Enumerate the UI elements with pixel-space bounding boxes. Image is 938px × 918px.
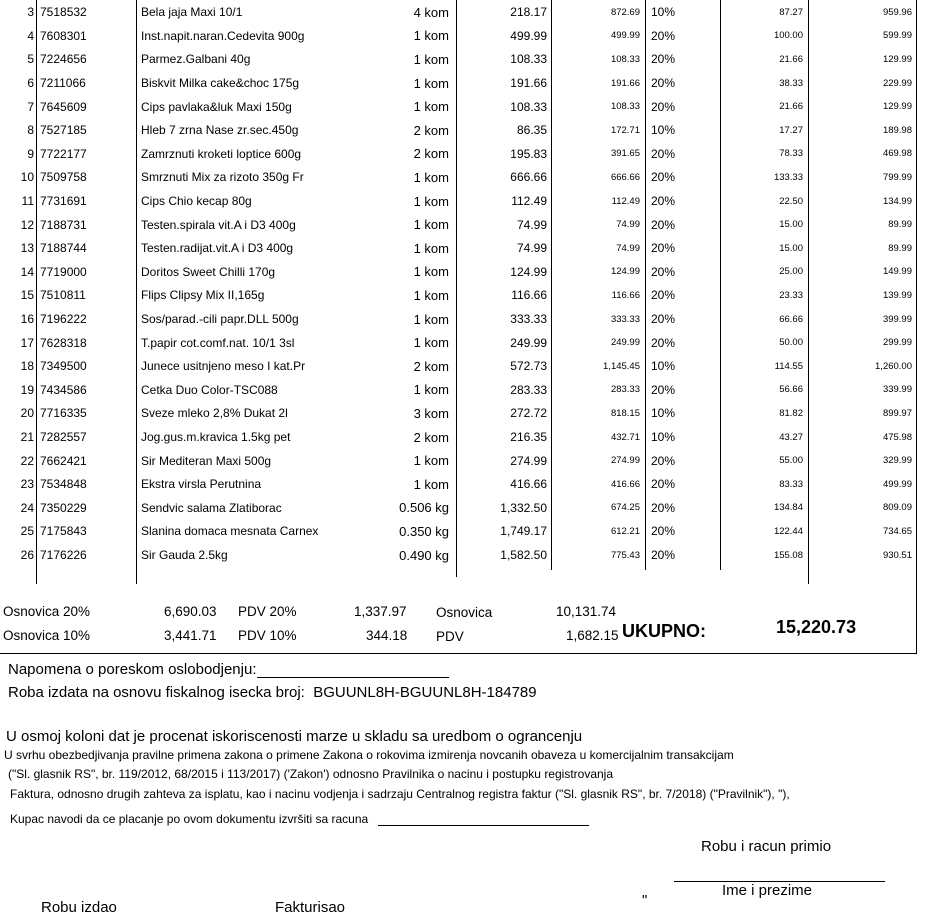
item-name: Sveze mleko 2,8% Dukat 2l <box>141 406 288 421</box>
vat-rate: 10% <box>651 430 676 445</box>
legal-text-2: ("Sl. glasnik RS", br. 119/2012, 68/2015 i 113/2017) ('Zakon') odnosno Pravilnika o nacinu i postupku registrovanja <box>8 767 614 781</box>
primio-label: Robu i racun primio <box>701 838 832 855</box>
item-code: 7175843 <box>40 524 87 539</box>
item-code: 7282557 <box>40 430 87 445</box>
table-row <box>0 543 916 567</box>
line-amount: 818.15 <box>610 407 640 419</box>
vat-rate: 10% <box>651 406 676 421</box>
pdv-20-label: PDV 20% <box>238 604 297 619</box>
row-number: 22 <box>20 453 34 468</box>
item-quantity: 1 kom <box>413 217 449 233</box>
vat-amount: 17.27 <box>779 124 803 136</box>
line-total: 959.96 <box>882 6 912 18</box>
line-amount: 116.66 <box>611 289 640 301</box>
vat-rate: 10% <box>651 123 676 138</box>
item-name: Sir Gauda 2.5kg <box>141 548 228 563</box>
item-code: 7349500 <box>40 359 87 374</box>
item-quantity: 1 kom <box>413 75 449 91</box>
line-amount: 112.49 <box>611 195 640 207</box>
unit-price: 116.66 <box>511 288 547 303</box>
table-row <box>0 166 916 190</box>
line-total: 799.99 <box>882 171 912 183</box>
vat-rate: 20% <box>651 76 676 91</box>
item-code: 7434586 <box>40 382 87 397</box>
unit-price: 74.99 <box>516 241 547 256</box>
item-name: Ekstra virsla Perutnina <box>141 477 262 492</box>
item-quantity: 1 kom <box>413 99 449 115</box>
unit-price: 666.66 <box>510 170 547 185</box>
vat-amount: 100.00 <box>773 30 803 42</box>
line-amount: 499.99 <box>610 30 640 42</box>
line-total: 899.97 <box>882 407 912 419</box>
item-code: 7176226 <box>40 548 87 563</box>
vat-amount: 21.66 <box>779 101 803 113</box>
napomena-underline <box>257 664 449 678</box>
item-name: Junece usitnjeno meso I kat.Pr <box>141 359 306 374</box>
ime-prezime-label: Ime i prezime <box>722 882 813 899</box>
vat-rate: 20% <box>651 477 676 492</box>
row-number: 17 <box>20 335 34 350</box>
line-amount: 775.43 <box>610 549 640 561</box>
unit-price: 249.99 <box>510 335 547 350</box>
line-amount: 274.99 <box>610 455 640 467</box>
item-quantity: 1 kom <box>413 453 449 469</box>
item-name: Doritos Sweet Chilli 170g <box>141 264 276 279</box>
row-number: 25 <box>20 524 34 539</box>
row-number: 12 <box>20 217 34 232</box>
vat-rate: 20% <box>651 288 676 303</box>
unit-price: 191.66 <box>510 76 547 91</box>
row-number: 24 <box>20 500 34 515</box>
vat-amount: 25.00 <box>779 266 803 278</box>
row-number: 16 <box>20 312 34 327</box>
item-code: 7716335 <box>40 406 87 421</box>
vat-rate: 20% <box>651 146 676 161</box>
item-quantity: 0.350 kg <box>399 523 449 539</box>
line-total: 189.98 <box>882 124 912 136</box>
vat-rate: 20% <box>651 500 676 515</box>
row-number: 15 <box>20 288 34 303</box>
racun-underline <box>378 813 589 826</box>
table-row <box>0 284 916 308</box>
item-code: 7188731 <box>40 217 87 232</box>
vat-amount: 81.82 <box>779 407 803 419</box>
vat-amount: 15.00 <box>779 242 803 254</box>
napomena-line <box>8 661 449 678</box>
unit-price: 74.99 <box>516 217 547 232</box>
item-code: 7196222 <box>40 312 87 327</box>
row-number: 14 <box>20 264 34 279</box>
line-total: 129.99 <box>882 53 912 65</box>
vat-rate: 20% <box>651 170 676 185</box>
line-total: 89.99 <box>888 242 912 254</box>
item-quantity: 1 kom <box>413 264 449 280</box>
line-total: 134.99 <box>882 195 912 207</box>
unit-price: 108.33 <box>510 99 547 114</box>
vat-amount: 22.50 <box>779 195 803 207</box>
item-quantity: 0.506 kg <box>399 500 449 516</box>
legal-text-1: U svrhu obezbedjivanja pravilne primena zakona o primene Zakona o rokovima izmirenja novcanih obaveza u komercijalnim transakcijam <box>4 748 734 762</box>
line-total: 399.99 <box>882 313 912 325</box>
row-number: 18 <box>20 359 34 374</box>
table-row <box>0 71 916 95</box>
line-total: 1,260.00 <box>875 360 912 372</box>
vat-rate: 20% <box>651 194 676 209</box>
item-name: Sir Mediteran Maxi 500g <box>141 453 272 468</box>
vat-amount: 55.00 <box>779 455 803 467</box>
line-amount: 74.99 <box>616 242 640 254</box>
row-number: 6 <box>27 76 34 91</box>
item-code: 7518532 <box>40 5 87 20</box>
unit-price: 1,749.17 <box>500 524 547 539</box>
table-row <box>0 331 916 355</box>
line-total: 229.99 <box>882 77 912 89</box>
table-row <box>0 473 916 497</box>
item-name: Smrznuti Mix za rizoto 350g Fr <box>141 170 304 185</box>
table-row <box>0 402 916 426</box>
item-code: 7628318 <box>40 335 87 350</box>
line-amount: 666.66 <box>610 171 640 183</box>
line-total: 734.65 <box>882 525 912 537</box>
line-total: 129.99 <box>882 101 912 113</box>
table-row <box>0 496 916 520</box>
row-number: 19 <box>20 382 34 397</box>
row-number: 11 <box>21 194 34 209</box>
kupac-line <box>10 812 589 826</box>
line-amount: 416.66 <box>610 478 640 490</box>
osnovica-20-label: Osnovica 20% <box>3 604 91 619</box>
vat-rate: 10% <box>651 5 676 20</box>
item-code: 7662421 <box>40 453 87 468</box>
legal-text-3: Faktura, odnosno drugih zahteva za isplatu, kao i nacinu vodjenja i sadrzaju Centralnog registra faktur ("Sl. glasnik RS", br. 7/2018) ("Pravilnik"), "), <box>10 787 790 801</box>
line-total: 809.09 <box>882 502 912 514</box>
vat-amount: 21.66 <box>779 53 803 65</box>
unit-price: 112.49 <box>511 194 547 209</box>
item-name: Cips Chio kecap 80g <box>141 194 252 209</box>
table-row <box>0 237 916 261</box>
unit-price: 416.66 <box>510 477 547 492</box>
item-code: 7211066 <box>40 76 86 91</box>
vat-rate: 10% <box>651 359 676 374</box>
vat-rate: 20% <box>651 241 676 256</box>
table-row <box>0 142 916 166</box>
table-row <box>0 213 916 237</box>
table-row <box>0 449 916 473</box>
fiskalni-line <box>8 684 537 701</box>
item-name: Jog.gus.m.kravica 1.5kg pet <box>141 430 291 445</box>
item-code: 7731691 <box>40 194 87 209</box>
item-quantity: 1 kom <box>413 51 449 67</box>
item-name: Flips Clipsy Mix II,165g <box>141 288 265 303</box>
unit-price: 333.33 <box>510 312 547 327</box>
item-name: Testen.spirala vit.A i D3 400g <box>141 217 296 232</box>
table-row <box>0 378 916 402</box>
vat-rate: 20% <box>651 453 676 468</box>
item-code: 7719000 <box>40 264 87 279</box>
pdv-10-label: PDV 10% <box>238 628 297 643</box>
line-amount: 191.66 <box>610 77 640 89</box>
item-code: 7645609 <box>40 99 87 114</box>
unit-price: 272.72 <box>510 406 547 421</box>
fiskalni-broj: BGUUNL8H-BGUUNL8H-184789 <box>313 684 537 701</box>
line-total: 930.51 <box>882 549 912 561</box>
ukupno-value: 15,220.73 <box>776 617 857 637</box>
item-name: Hleb 7 zrna Nase zr.sec.450g <box>141 123 299 138</box>
line-amount: 74.99 <box>616 219 640 231</box>
kupac-label: Kupac navodi da ce placanje po ovom dokumentu izvršiti sa racuna <box>10 812 369 826</box>
line-total: 329.99 <box>882 455 912 467</box>
unit-price: 283.33 <box>510 382 547 397</box>
item-name: Sendvic salama Zlatiborac <box>141 500 282 515</box>
item-quantity: 2 kom <box>413 429 449 445</box>
item-name: Inst.napit.naran.Cedevita 900g <box>141 28 305 43</box>
item-code: 7608301 <box>40 28 87 43</box>
item-quantity: 1 kom <box>413 335 449 351</box>
item-quantity: 1 kom <box>413 382 449 398</box>
table-row <box>0 95 916 119</box>
item-code: 7534848 <box>40 477 87 492</box>
quote-mark: " <box>642 892 648 909</box>
table-row <box>0 24 916 48</box>
vat-amount: 122.44 <box>773 525 803 537</box>
vat-amount: 155.08 <box>773 549 803 561</box>
unit-price: 218.17 <box>510 5 547 20</box>
pdv-20-value: 1,337.97 <box>354 604 407 619</box>
vat-rate: 20% <box>651 524 676 539</box>
unit-price: 216.35 <box>510 430 547 445</box>
line-total: 469.98 <box>882 148 912 160</box>
line-total: 475.98 <box>882 431 912 443</box>
item-code: 7224656 <box>40 52 87 67</box>
row-number: 7 <box>27 99 34 114</box>
roba-izdata-label: Roba izdata na osnovu fiskalnog isecka broj: <box>8 684 305 701</box>
unit-price: 1,332.50 <box>500 500 547 515</box>
vat-amount: 38.33 <box>779 77 803 89</box>
item-quantity: 1 kom <box>413 311 449 327</box>
item-code: 7510811 <box>40 288 86 303</box>
vat-rate: 20% <box>651 28 676 43</box>
vat-rate: 20% <box>651 264 676 279</box>
row-number: 26 <box>20 548 34 563</box>
line-amount: 172.71 <box>610 124 640 136</box>
row-number: 23 <box>20 477 34 492</box>
line-amount: 108.33 <box>610 101 640 113</box>
item-quantity: 4 kom <box>413 4 449 20</box>
table-row <box>0 425 916 449</box>
line-total: 139.99 <box>882 289 912 301</box>
line-total: 299.99 <box>882 337 912 349</box>
vat-amount: 56.66 <box>779 384 803 396</box>
item-quantity: 1 kom <box>413 240 449 256</box>
vat-amount: 78.33 <box>779 148 803 160</box>
line-amount: 249.99 <box>610 337 640 349</box>
unit-price: 1,582.50 <box>500 548 547 563</box>
row-number: 8 <box>27 123 34 138</box>
vat-amount: 133.33 <box>773 171 803 183</box>
table-row <box>0 355 916 379</box>
item-code: 7722177 <box>40 146 87 161</box>
pdv-label: PDV <box>436 629 464 644</box>
vat-amount: 83.33 <box>779 478 803 490</box>
fakturisao-label: Fakturisao <box>275 899 346 916</box>
item-name: Testen.radijat.vit.A i D3 400g <box>141 241 294 256</box>
item-quantity: 2 kom <box>413 358 449 374</box>
vat-amount: 134.84 <box>773 502 803 514</box>
vat-rate: 20% <box>651 312 676 327</box>
osnovica-10-value: 3,441.71 <box>164 628 217 643</box>
row-number: 20 <box>20 406 34 421</box>
vat-rate: 20% <box>651 217 676 232</box>
item-code: 7509758 <box>40 170 87 185</box>
vat-rate: 20% <box>651 382 676 397</box>
osnovica-10-label: Osnovica 10% <box>3 628 91 643</box>
item-quantity: 3 kom <box>413 405 449 421</box>
row-number: 13 <box>20 241 34 256</box>
item-quantity: 1 kom <box>413 169 449 185</box>
vat-rate: 20% <box>651 548 676 563</box>
line-amount: 124.99 <box>610 266 640 278</box>
line-total: 339.99 <box>882 384 912 396</box>
line-amount: 108.33 <box>610 53 640 65</box>
item-quantity: 1 kom <box>413 476 449 492</box>
row-number: 4 <box>27 28 34 43</box>
table-row <box>0 1 916 25</box>
line-amount: 333.33 <box>610 313 640 325</box>
item-name: Cips pavlaka&luk Maxi 150g <box>141 99 292 114</box>
line-total: 149.99 <box>882 266 912 278</box>
item-quantity: 2 kom <box>413 122 449 138</box>
item-quantity: 2 kom <box>413 146 449 162</box>
item-name: Sos/parad.-cili papr.DLL 500g <box>141 312 299 327</box>
row-number: 21 <box>20 430 34 445</box>
vat-rate: 20% <box>651 52 676 67</box>
item-name: Zamrznuti kroketi loptice 600g <box>141 146 302 161</box>
item-quantity: 1 kom <box>413 287 449 303</box>
pdv-10-value: 344.18 <box>366 628 408 643</box>
row-number: 5 <box>27 52 34 67</box>
ukupno-label: UKUPNO: <box>622 621 706 641</box>
line-amount: 283.33 <box>610 384 640 396</box>
line-total: 89.99 <box>888 219 912 231</box>
unit-price: 274.99 <box>510 453 547 468</box>
pdv-value: 1,682.15 <box>566 628 619 643</box>
item-quantity: 1 kom <box>413 28 449 44</box>
item-quantity: 0.490 kg <box>399 547 449 563</box>
item-name: Bela jaja Maxi 10/1 <box>141 5 243 20</box>
item-code: 7527185 <box>40 123 87 138</box>
osnovica-label: Osnovica <box>436 605 493 620</box>
row-number: 10 <box>20 170 34 185</box>
table-row <box>0 189 916 213</box>
vat-amount: 66.66 <box>779 313 803 325</box>
table-row <box>0 260 916 284</box>
line-amount: 612.21 <box>610 525 640 537</box>
line-amount: 432.71 <box>610 431 640 443</box>
osnovica-value: 10,131.74 <box>556 604 617 619</box>
table-row <box>0 119 916 143</box>
totals-summary <box>0 597 917 654</box>
unit-price: 572.73 <box>510 359 547 374</box>
line-total: 499.99 <box>882 478 912 490</box>
line-amount: 674.25 <box>610 502 640 514</box>
vat-amount: 87.27 <box>779 6 803 18</box>
table-row <box>0 48 916 72</box>
table-row <box>0 520 916 544</box>
item-code: 7188744 <box>40 241 87 256</box>
item-code: 7350229 <box>40 500 87 515</box>
item-name: Biskvit Milka cake&choc 175g <box>141 76 300 91</box>
vat-rate: 20% <box>651 335 676 350</box>
unit-price: 124.99 <box>510 264 547 279</box>
osnovica-20-value: 6,690.03 <box>164 604 217 619</box>
unit-price: 108.33 <box>510 52 547 67</box>
unit-price: 86.35 <box>516 123 547 138</box>
vat-amount: 50.00 <box>779 337 803 349</box>
vat-amount: 23.33 <box>779 289 803 301</box>
vat-amount: 114.55 <box>774 360 803 372</box>
item-name: Cetka Duo Color-TSC088 <box>141 382 278 397</box>
line-total: 599.99 <box>882 30 912 42</box>
line-amount: 872.69 <box>610 6 640 18</box>
vat-amount: 43.27 <box>779 431 803 443</box>
osma-kolona-note: U osmoj koloni dat je procenat iskoriscenosti marze u skladu sa uredbom o ograncenju <box>6 728 583 745</box>
napomena-label: Napomena o poreskom oslobodjenju: <box>8 661 257 678</box>
unit-price: 195.83 <box>510 146 547 161</box>
table-row <box>0 307 916 331</box>
robu-izdao-label: Robu izdao <box>41 899 117 916</box>
item-name: Parmez.Galbani 40g <box>141 52 251 67</box>
item-name: T.papir cot.comf.nat. 10/1 3sl <box>141 335 295 350</box>
row-number: 3 <box>27 5 34 20</box>
vat-amount: 15.00 <box>779 219 803 231</box>
line-amount: 1,145.45 <box>603 360 640 372</box>
row-number: 9 <box>27 146 34 161</box>
line-amount: 391.65 <box>610 148 640 160</box>
item-name: Slanina domaca mesnata Carnex <box>141 524 319 539</box>
item-quantity: 1 kom <box>413 193 449 209</box>
vat-rate: 20% <box>651 99 676 114</box>
unit-price: 499.99 <box>510 28 547 43</box>
